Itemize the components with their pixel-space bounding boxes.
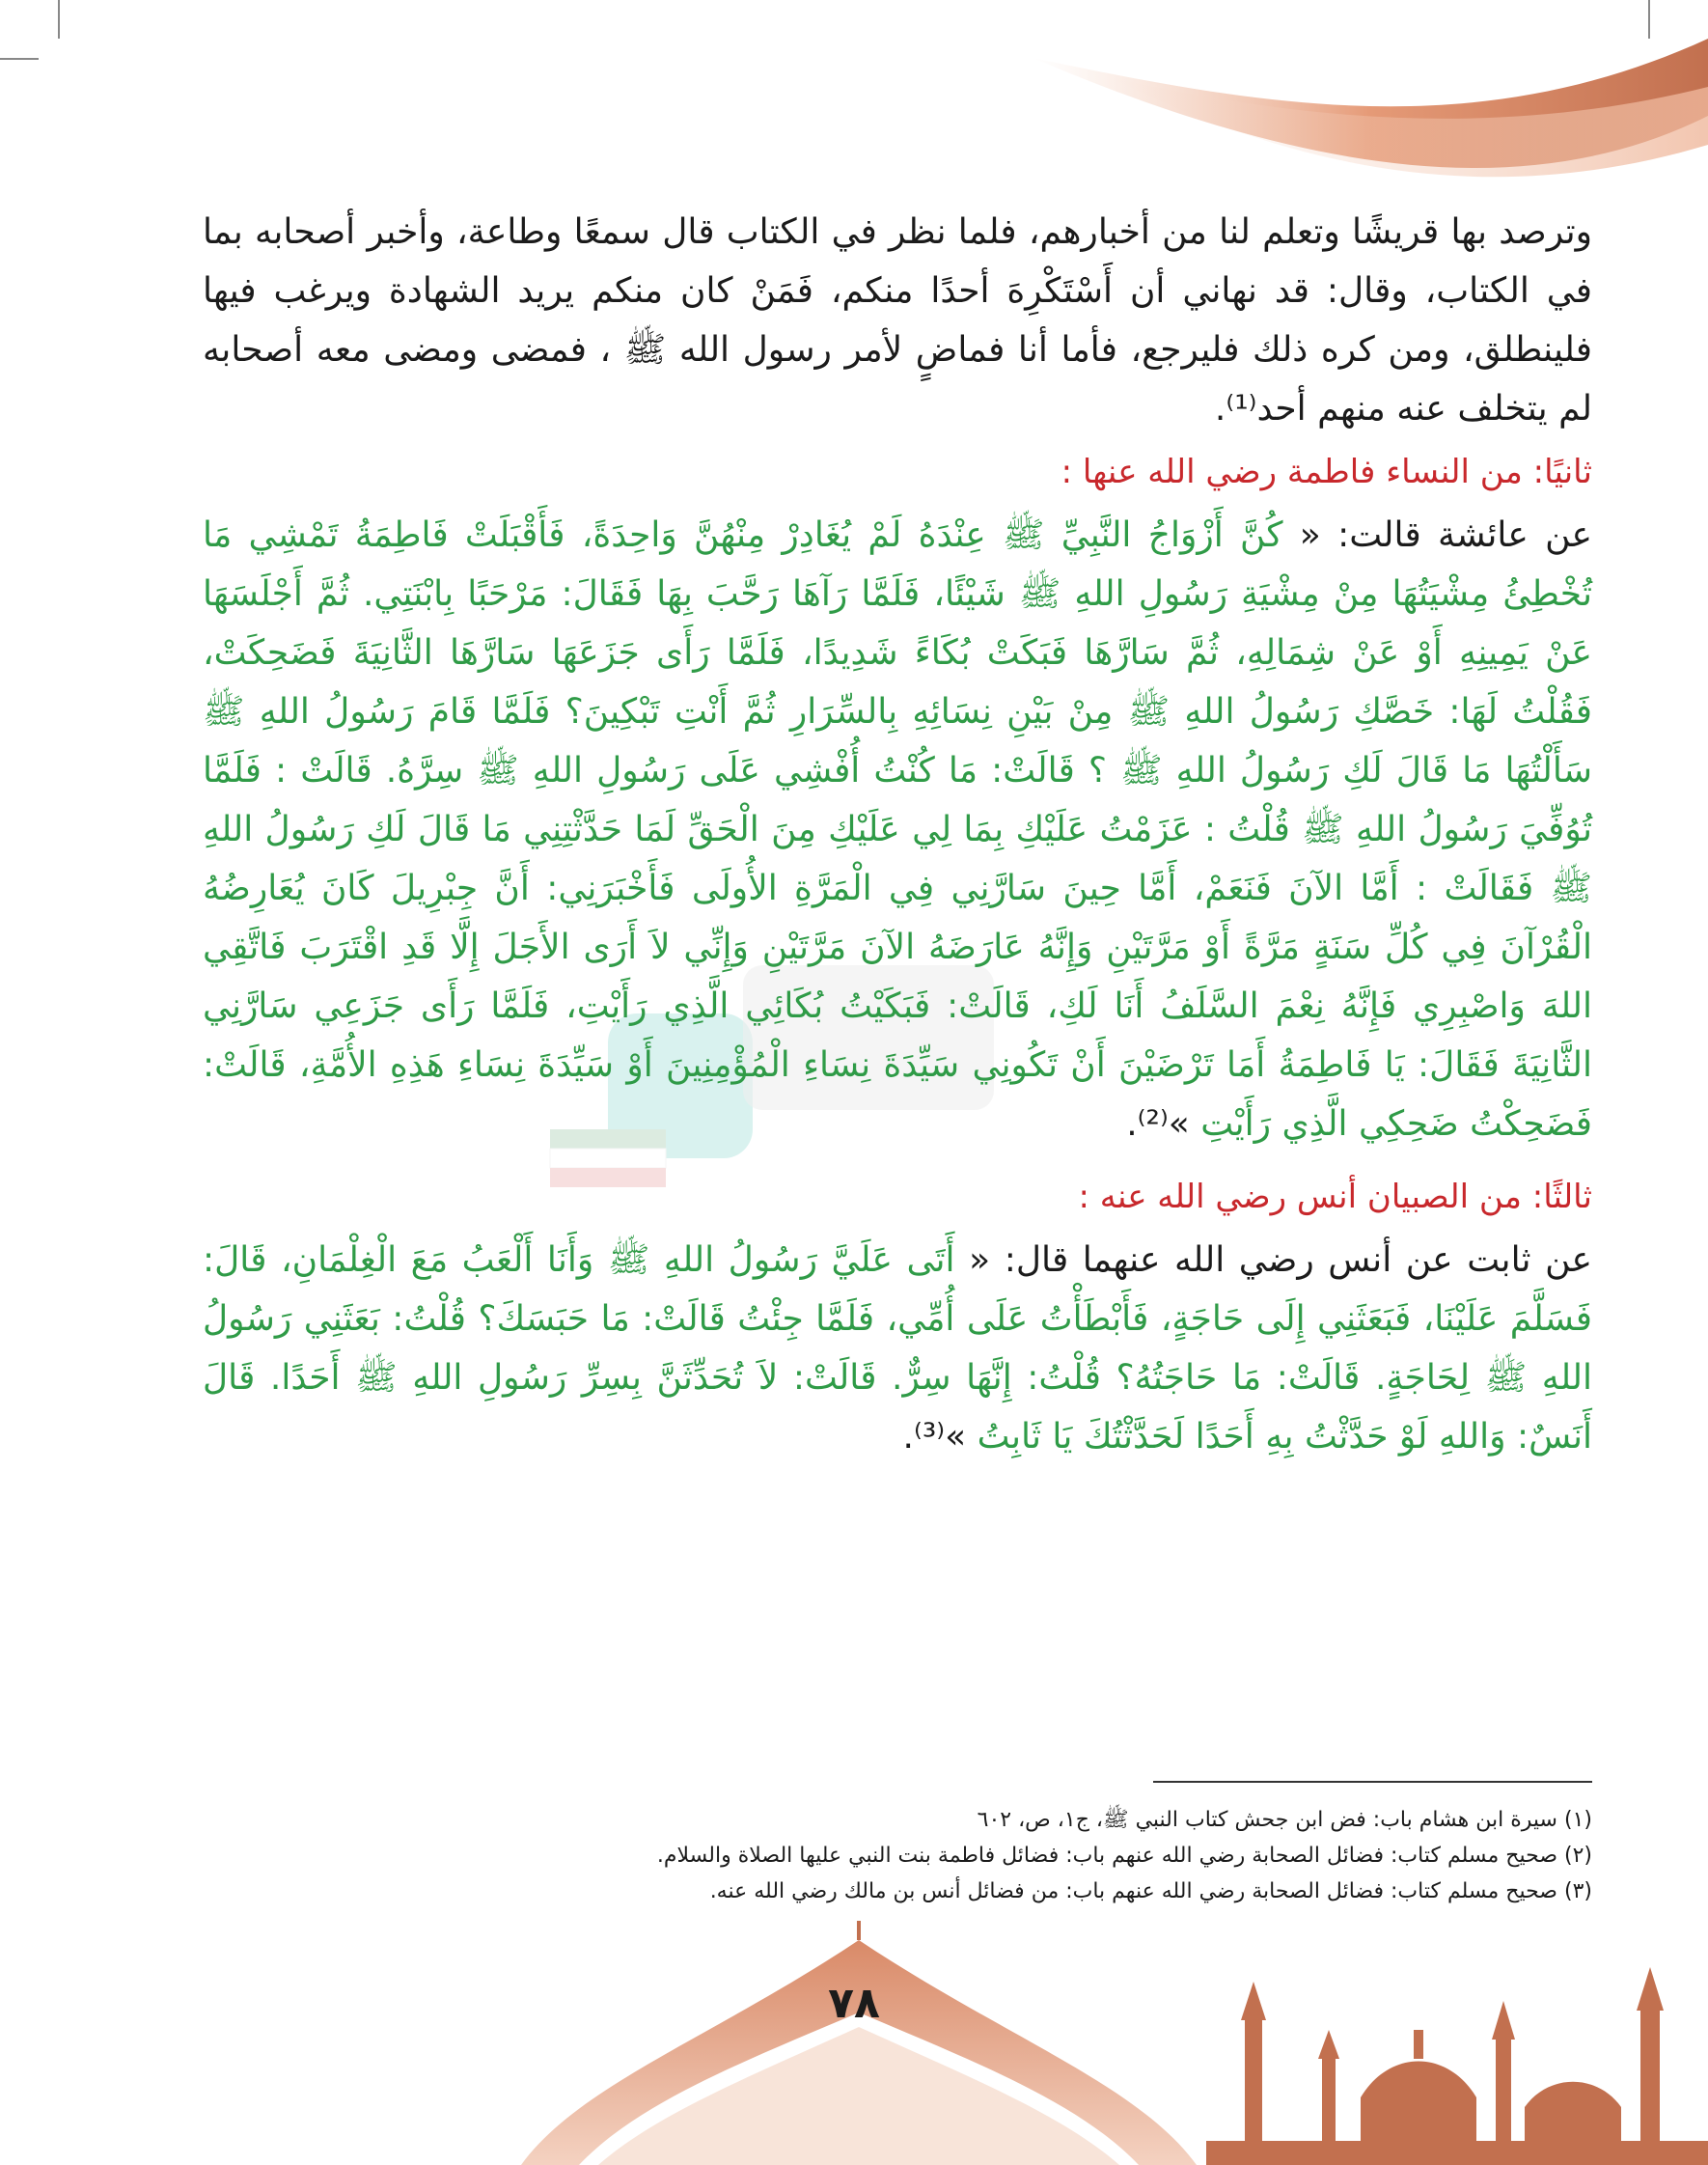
section-heading-anas: ثالثًا: من الصبيان أنس رضي الله عنه : — [1078, 1178, 1592, 1216]
hadith-fatima-tail: »⁽²⁾. — [1126, 1104, 1190, 1144]
hadith-anas-quote: أَتَى عَلَيَّ رَسُولُ اللهِ ﷺ وَأَنَا أَلْعَبُ مَعَ الْغِلْمَانِ، قَالَ: فَسَلَّمَ عَلَيْنَا، فَبَعَثَنِي إِلَى حَاجَةٍ، فَأَبْطَأْتُ عَلَى أُمِّي، فَلَمَّا جِئْتُ قَالَتْ: مَا حَبَسَكَ؟ قُلْتُ: بَعَثَنِي رَسُولُ اللهِ ﷺ لِحَاجَةٍ. قَالَتْ: مَا حَاجَتُهُ؟ قُلْتُ: إِنَّهَا سِرٌّ. قَالَتْ: لاَ تُحَدِّثَنَّ بِسِرِّ رَسُولِ اللهِ ﷺ أَحَدًا. قَالَ أَنَسٌ: وَاللهِ لَوْ حَدَّثْتُ بِهِ أَحَدًا لَحَدَّثْتُكَ يَا ثَابِتُ — [203, 1240, 1592, 1457]
decorative-swoosh — [975, 0, 1708, 222]
footnote-3: (٣) صحيح مسلم كتاب: فضائل الصحابة رضي الله عنهم باب: من فضائل أنس بن مالك رضي الله عنه. — [709, 1879, 1592, 1903]
hadith-fatima-quote: كُنَّ أَزْوَاجُ النَّبِيِّ ﷺ عِنْدَهُ لَمْ يُغَادِرْ مِنْهُنَّ وَاحِدَةً، فَأَقْبَلَتْ فَاطِمَةُ تَمْشِي مَا تُخْطِئُ مِشْيَتُهَا مِنْ مِشْيَةِ رَسُولِ اللهِ ﷺ شَيْئًا، فَلَمَّا رَآهَا رَحَّبَ بِهَا فَقَالَ: مَرْحَبًا بِابْنَتِي. ثُمَّ أَجْلَسَهَا عَنْ يَمِينِهِ أَوْ عَنْ شِمَالِهِ، ثُمَّ سَارَّهَا فَبَكَتْ بُكَاءً شَدِيدًا، فَلَمَّا رَأَى جَزَعَهَا سَارَّهَا الثَّانِيَةَ فَضَحِكَتْ، فَقُلْتُ لَهَا: خَصَّكِ رَسُولُ اللهِ ﷺ مِنْ بَيْنِ نِسَائِهِ بِالسِّرَارِ ثُمَّ أَنْتِ تَبْكِينَ؟ فَلَمَّا قَامَ رَسُولُ اللهِ ﷺ سَأَلْتُهَا مَا قَالَ لَكِ رَسُولُ اللهِ ﷺ ؟ قَالَتْ: مَا كُنْتُ أُفْشِي عَلَى رَسُولِ اللهِ ﷺ سِرَّهُ. قَالَتْ : فَلَمَّا تُوُفِّيَ رَسُولُ اللهِ ﷺ قُلْتُ : عَزَمْتُ عَلَيْكِ بِمَا لِي عَلَيْكِ مِنَ الْحَقِّ لَمَا حَدَّثْتِنِي مَا قَالَ لَكِ رَسُولُ اللهِ ﷺ فَقَالَتْ : أَمَّا الآنَ فَنَعَمْ، أَمَّا حِينَ سَارَّنِي فِي الْمَرَّةِ الأُولَى فَأَخْبَرَنِي: أَنَّ جِبْرِيلَ كَانَ يُعَارِضُهُ الْقُرْآنَ فِي كُلِّ سَنَةٍ مَرَّةً أَوْ مَرَّتَيْنِ وَإِنَّهُ عَارَضَهُ الآنَ مَرَّتَيْنِ وَإِنِّي لاَ أَرَى الأَجَلَ إِلَّا قَدِ اقْتَرَبَ فَاتَّقِي اللهَ وَاصْبِرِي فَإِنَّهُ نِعْمَ السَّلَفُ أَنَا لَكِ، قَالَتْ: فَبَكَيْتُ بُكَائِي الَّذِي رَأَيْتِ، فَلَمَّا رَأَى جَزَعِي سَارَّنِي الثَّانِيَةَ فَقَالَ: يَا فَاطِمَةُ أَمَا تَرْضَيْنَ أَنْ تَكُونِي سَيِّدَةَ نِسَاءِ الْمُؤْمِنِينَ أَوْ سَيِّدَةَ نِسَاءِ هَذِهِ الأُمَّةِ، قَالَتْ: فَضَحِكْتُ ضَحِكِي الَّذِي رَأَيْتِ — [203, 515, 1592, 1144]
footnotes — [203, 1781, 1592, 1909]
main-content — [203, 203, 1592, 1466]
hadith-anas-tail: »⁽³⁾. — [902, 1417, 967, 1457]
footnote-2: (٢) صحيح مسلم كتاب: فضائل الصحابة رضي الله عنهم باب: فضائل فاطمة بنت النبي عليها الصلاة والسلام. — [656, 1844, 1592, 1868]
hadith-anas — [203, 1231, 1592, 1466]
hadith-fatima-lead: عن عائشة قالت: « — [1282, 515, 1592, 555]
crop-mark-top-left-v — [58, 0, 60, 39]
section-heading-fatima: ثانيًا: من النساء فاطمة رضي الله عنها : — [1061, 453, 1592, 491]
decorative-arch — [521, 1921, 1197, 2165]
footnote-separator — [1153, 1781, 1592, 1783]
intro-paragraph: وترصد بها قريشًا وتعلم لنا من أخبارهم، فلما نظر في الكتاب قال سمعًا وطاعة، وأخبر أصحابه بما في الكتاب، وقال: قد نهاني أن أَسْتَكْرِهَ أحدًا منكم، فَمَنْ كان منكم يريد الشهادة ويرغب فيها فلينطلق، ومن كره ذلك فليرجع، فأما أنا فماضٍ لأمر رسول الله ﷺ ، فمضى ومضى معه أصحابه لم يتخلف عنه منهم أحد⁽¹⁾. — [203, 212, 1592, 429]
page-number: ٧٨ — [828, 1979, 880, 2028]
footnote-1: (١) سيرة ابن هشام باب: فض ابن جحش كتاب النبي ﷺ، ج١، ص، ٦٠٢ — [977, 1808, 1592, 1832]
crop-mark-top-left — [0, 58, 39, 60]
hadith-anas-lead: عن ثابت عن أنس رضي الله عنهما قال: « — [954, 1240, 1593, 1280]
hadith-fatima — [203, 506, 1592, 1153]
mosque-silhouette — [1206, 1962, 1708, 2165]
